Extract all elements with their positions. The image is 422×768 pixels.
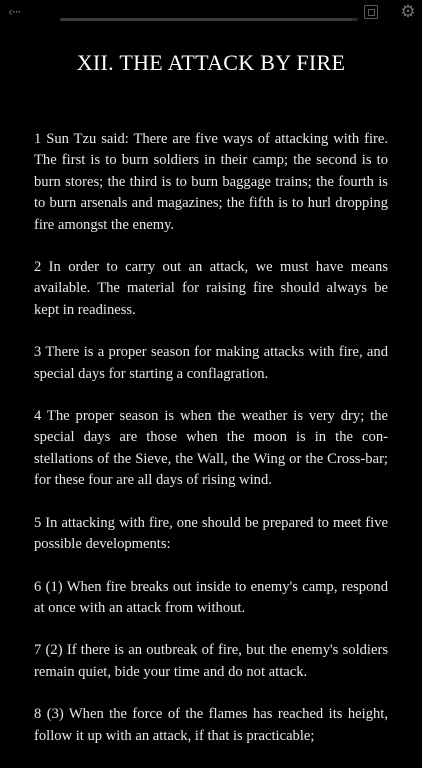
paragraph: 8 (3) When the force of the flames has reached its height, follow it up with an attack, if that is practicable; <box>34 706 388 744</box>
back-button[interactable]: ‹··· <box>8 5 21 19</box>
paragraph: 1 Sun Tzu said: There are five ways of attacking with fire. The first is to burn soldiers in their camp; the second is to burn stores; the third is to burn baggage trains; the fourth is to burn arsenals and magazines; the fifth is to hurl dropping fire amongst the enemy. <box>34 131 388 233</box>
paragraph: 7 (2) If there is an outbreak of fire, but the enemy's soldiers remain quiet, bide your time and do not attack. <box>34 642 388 680</box>
chapter-text <box>34 129 388 768</box>
paragraph: 4 The proper season is when the weather is very dry; the special days are those when the moon is in the constellations of the Sieve, the Wall, the Wing or the Cross-bar; for these four are all days of rising wind. <box>34 408 388 489</box>
chapter-title: XII. THE ATTACK BY FIRE <box>76 50 346 75</box>
bookmark-icon[interactable] <box>364 5 378 19</box>
paragraph: 6 (1) When fire breaks out inside to enemy's camp, respond at once with an attack from without. <box>34 578 388 616</box>
reading-progress-fill <box>60 18 352 21</box>
reading-progress-bar[interactable] <box>60 18 358 21</box>
paragraph: 3 There is a proper season for making attacks with fire, and special days for starting a conflagration. <box>34 344 388 382</box>
paragraph: 2 In order to carry out an attack, we must have means available. The material for raising fire should always be kept in readiness. <box>34 259 388 318</box>
gear-icon[interactable]: ⚙ <box>400 2 416 22</box>
reader-toolbar <box>0 0 422 26</box>
paragraph: 5 In attacking with fire, one should be prepared to meet five possible developments: <box>34 514 388 553</box>
